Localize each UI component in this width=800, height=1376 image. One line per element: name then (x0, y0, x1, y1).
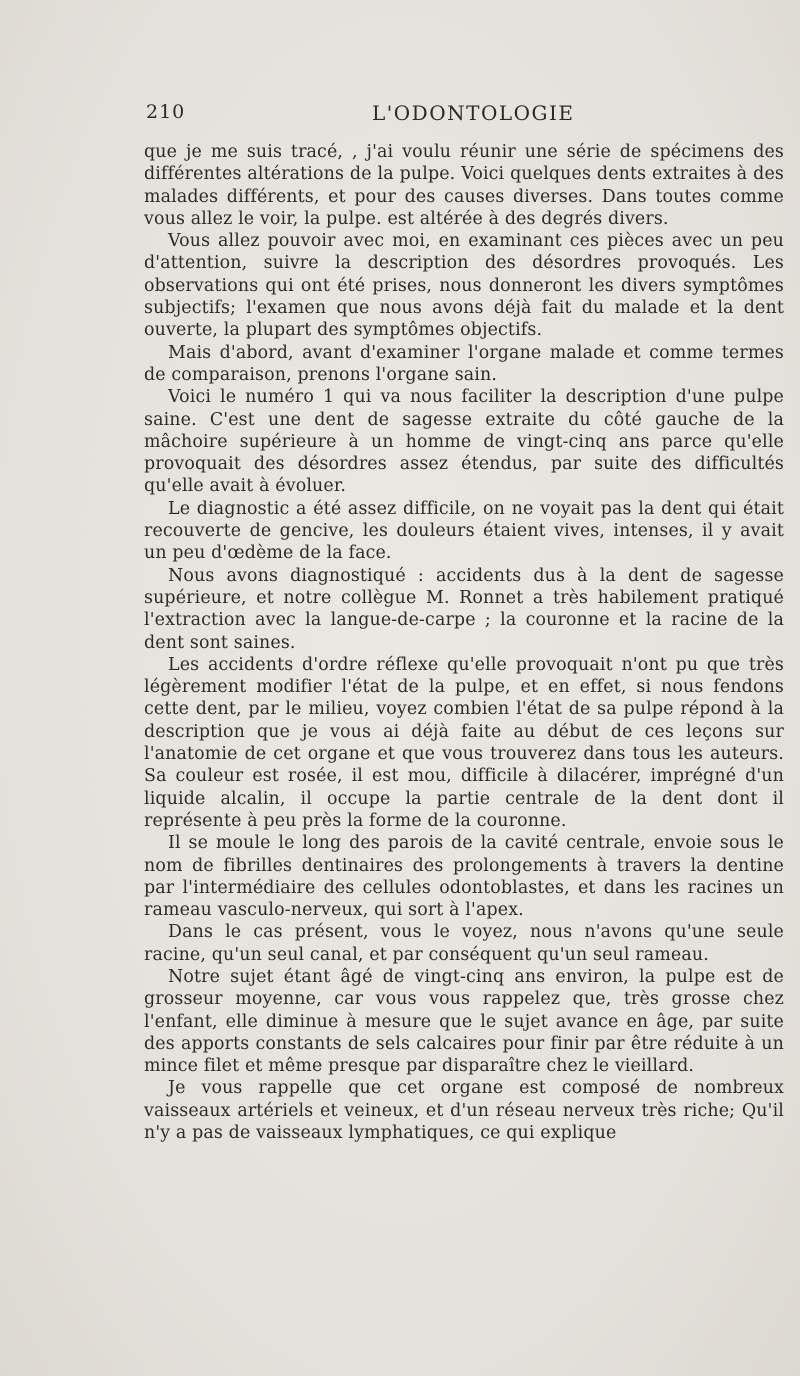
paragraph-3: Mais d'abord, avant d'examiner l'organe malade et comme termes de comparaison, prenons l'organe sain. (144, 342, 784, 385)
page-number: 210 (146, 101, 186, 123)
paragraph-7: Les accidents d'ordre réflexe qu'elle provoquait n'ont pu que très légèrement modifier l'état de la pulpe, et en effet, si nous fendons cette dent, par le milieu, voyez combien l'état de sa pulpe répond à la description que je vous ai déjà faite au début de ces leçons sur l'anatomie de cet organe et que vous trouverez dans tous les auteurs. Sa couleur est rosée, il est mou, difficile à dilacérer, imprégné d'un liquide alcalin, il occupe la partie centrale de la dent dont il représente à peu près la forme de la couronne. (144, 654, 784, 831)
paragraph-2: Vous allez pouvoir avec moi, en examinant ces pièces avec un peu d'attention, suivre la description des désordres provoqués. Les observations qui ont été prises, nous donneront les divers symptômes subjectifs; l'examen que nous avons déjà fait du malade et la dent ouverte, la plupart des symptômes objectifs. (144, 231, 784, 341)
paragraph-4: Voici le numéro 1 qui va nous faciliter la description d'une pulpe saine. C'est une dent de sagesse extraite du côté gauche de la mâchoire supérieure à un homme de vingt-cinq ans parce qu'elle provoquait des désordres assez étendus, par suite des difficultés qu'elle avait à évoluer. (144, 387, 784, 497)
page-header (146, 101, 784, 131)
body-text (144, 141, 784, 1144)
paragraph-10: Notre sujet étant âgé de vingt-cinq ans environ, la pulpe est de grosseur moyenne, car vous vous rappelez que, très grosse chez l'enfant, elle diminue à mesure que le sujet avance en âge, par suite des apports constants de sels calcaires pour finir par être réduite à un mince filet et même presque par disparaître chez le vieillard. (144, 966, 784, 1077)
paragraph-1: que je me suis tracé, , j'ai voulu réunir une série de spécimens des différentes altérations de la pulpe. Voici quelques dents extraites à des malades différents, et pour des causes diverses. Dans toutes comme vous allez le voir, la pulpe. est altérée à des degrés divers. (144, 142, 784, 229)
paragraph-11: Je vous rappelle que cet organe est composé de nombreux vaisseaux artériels et veineux, et d'un réseau nerveux très riche; Qu'il n'y a pas de vaisseaux lymphatiques, ce qui explique (144, 1078, 784, 1144)
paragraph-5: Le diagnostic a été assez difficile, on ne voyait pas la dent qui était recouverte de gencive, les douleurs étaient vives, intenses, il y avait un peu d'œdème de la face. (144, 498, 784, 564)
paragraph-6: Nous avons diagnostiqué : accidents dus à la dent de sagesse supérieure, et notre collègue M. Ronnet a très habilement pratiqué l'extraction avec la langue-de-carpe ; la couronne et la racine de la dent sont saines. (144, 565, 784, 653)
paragraph-8: Il se moule le long des parois de la cavité centrale, envoie sous le nom de fibrilles dentinaires des prolongements à travers la dentine par l'intermédiaire des cellules odontoblastes, et dans les racines un rameau vasculo-nerveux, qui sort à l'apex. (144, 833, 784, 921)
paragraph-9: Dans le cas présent, vous le voyez, nous n'avons qu'une seule racine, qu'un seul canal, et par conséquent qu'un seul rameau. (144, 922, 784, 965)
running-title: L'ODONTOLOGIE (372, 101, 575, 125)
